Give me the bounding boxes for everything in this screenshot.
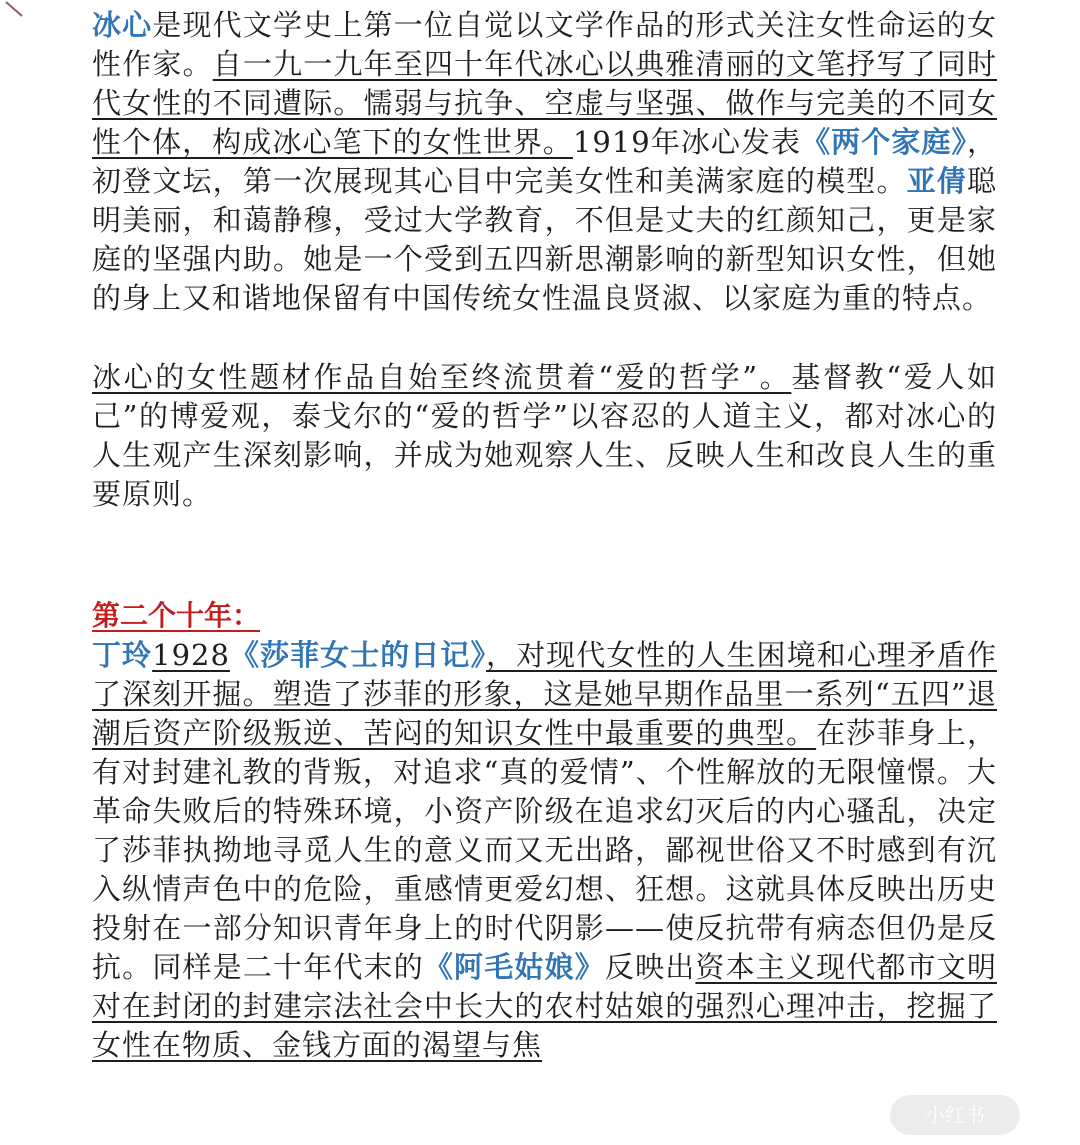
paragraph-text: 在莎菲身上，有对封建礼教的背叛，对追求“真的爱情”、个性解放的无限憧憬。大革命失败后的特殊环境，小资产阶级在追求幻灭后的内心骚乱，决定了莎菲执拗地寻觅人生的意义而又无出路，鄙视世俗又不时感到有沉入纵情声色中的危险，重感情更爱幻想、狂想。这就具体反映出历史投射在一部分知识青年身上的时代阴影——使反抗带有病态但仍是反抗。同样是二十年代末的: [92, 716, 997, 984]
work-title-amao-girl: 《阿毛姑娘》: [423, 950, 605, 984]
section-heading: 第二个十年：: [92, 599, 261, 632]
paragraph-text: 聪明美丽，和蔼静穆，受过大学教育，不但是丈夫的红颜知己，更是家庭的坚强内助。她是一个受到五四新思潮影响的新型知识女性，但她的身上又和谐地保留有中国传统女性温良贤淑、以家庭为重的特点。: [92, 164, 997, 315]
year-text: 1928: [152, 638, 230, 672]
corner-arrow-icon: [0, 0, 40, 22]
paragraph-text: 基督教“爱人如己”的博爱观，泰戈尔的“爱的哲学”以容忍的人道主义，都对冰心的人生观产生深刻影响，并成为她观察人生、反映人生和改良人生的重要原则。: [92, 360, 998, 511]
underlined-text: ，对现代女性的人生困境和心理矛盾作了深刻开掘。塑造了莎菲的形象，这是她早期作品里一系列“五四”退潮后资产阶级叛逆、苦闷的知识女性中最重要的典型。: [92, 638, 997, 750]
paragraph-text: ，初登文坛，第一次展现其心目中完美女性和美满家庭的模型。: [92, 125, 997, 198]
document-body: [92, 6, 997, 1065]
work-title-two-families: 《两个家庭》: [801, 125, 967, 159]
work-title-sophia-diary: 《莎菲女士的日记》: [229, 638, 487, 672]
paragraph-text: 反映出: [604, 950, 696, 984]
paragraph-philosophy-of-love: [92, 358, 997, 514]
paragraph-dingling: [92, 636, 997, 1065]
paragraph-bingxin-intro: [92, 6, 997, 318]
underlined-text: 冰心的女性题材作品自始至终流贯着“爱的哲学”。: [92, 360, 792, 394]
author-name-bingxin: 冰心: [92, 8, 153, 42]
underlined-text: 资本主义现代都市文明对在封闭的封建宗法社会中长大的农村姑娘的强烈心理冲击，挖掘了女性在物质、金钱方面的渴望与焦: [92, 950, 997, 1062]
paragraph-text: 1919年冰心发表: [572, 125, 802, 159]
underlined-text: 自一九一九年至四十年代冰心以典雅清丽的文笔抒写了同时代女性的不同遭际。懦弱与抗争、空虚与坚强、做作与完美的不同女性个体，构成冰心笔下的女性世界。: [92, 47, 997, 159]
watermark-logo: 小红书: [890, 1095, 1020, 1135]
paragraph-text: 是现代文学史上第一位自觉以文学作品的形式关注女性命运的女性作家。: [92, 8, 997, 81]
author-name-dingling: 丁玲: [92, 638, 153, 672]
character-name-yaqian: 亚倩: [906, 164, 967, 198]
